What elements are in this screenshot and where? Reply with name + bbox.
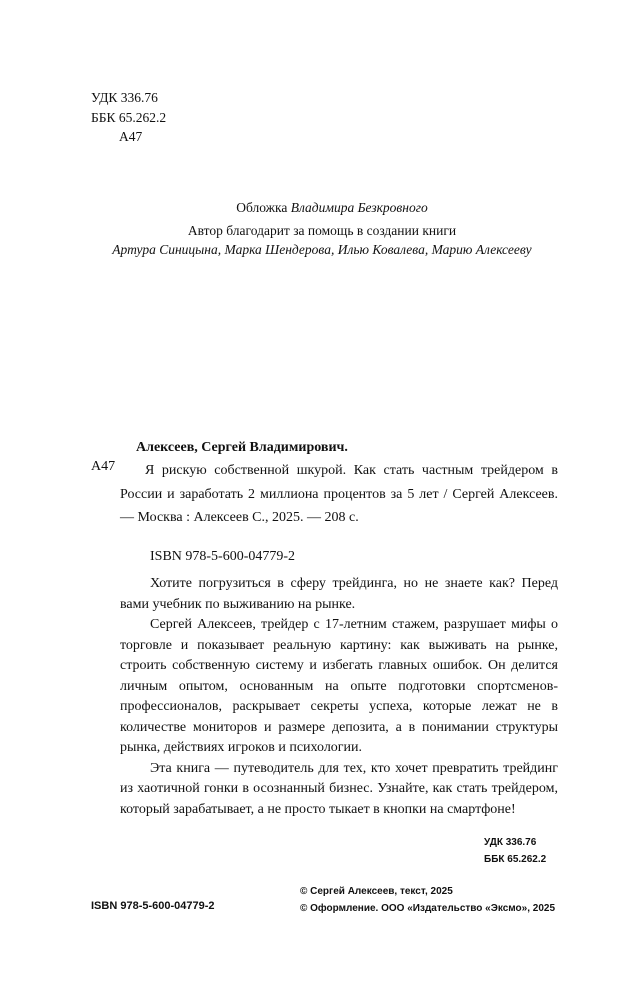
annotation-paragraph: Хотите погрузиться в сферу трейдинга, но не знаете как? Перед вами учебник по выживанию на рынке.	[120, 576, 558, 612]
cover-credit	[10, 198, 644, 217]
footer-isbn: ISBN 978-5-600-04779-2	[91, 900, 215, 912]
thanks-names: Артура Синицына, Марка Шендерова, Илью Ковалева, Марию Алексееву	[112, 242, 532, 257]
bbk-code: ББК 65.262.2	[91, 109, 167, 125]
copyright-design: © Оформление. ООО «Издательство «Эксмо», 2025	[300, 903, 556, 914]
cover-artist: Владимира Безкровного	[290, 200, 428, 215]
copyright-block	[300, 883, 555, 917]
acknowledgements	[0, 221, 644, 259]
cover-prefix: Обложка	[236, 200, 288, 215]
annotation-paragraph: Сергей Алексеев, трейдер с 17-летним стажем, разрушает мифы о торговле и показывает реальную картину: как выживать на рынке, строить собственную систему и избегать главных ошибок. Он делится личным опытом, основанным на опыте подготовки спортсменов-профессионалов, раскрывает секреты успеха, которые лежат не в количестве мониторов и размере депозита, а в понимании структуры рынка, действиях игроков и психологии.	[120, 617, 558, 755]
annotation	[120, 574, 558, 820]
annotation-paragraph: Эта книга — путеводитель для тех, кто хочет превратить трейдинг из хаотичной гонки в осознанный бизнес. Узнайте, как стать трейдером, который зарабатывает, а не просто тыкает в кнопки на смартфоне!	[120, 760, 558, 817]
footer-classification	[484, 834, 546, 868]
footer-bbk: ББК 65.262.2	[484, 854, 547, 865]
bibliographic-description: Я рискую собственной шкурой. Как стать частным трейдером в России и заработать 2 миллиона процентов за 5 лет / Сергей Алексеев. — Москва : Алексеев С., 2025. — 208 с.	[120, 463, 558, 525]
bibliographic-author-mark: А47	[91, 459, 116, 474]
copyright-text: © Сергей Алексеев, текст, 2025	[300, 886, 453, 897]
isbn: ISBN 978-5-600-04779-2	[150, 549, 296, 564]
udk-code: УДК 336.76	[91, 90, 158, 105]
classification-codes	[91, 88, 166, 147]
bibliographic-author: Алексеев, Сергей Владимирович.	[136, 440, 348, 455]
author-mark: А47	[119, 129, 143, 144]
thanks-line: Автор благодарит за помощь в создании книги	[187, 223, 457, 238]
footer-udk: УДК 336.76	[484, 837, 537, 848]
